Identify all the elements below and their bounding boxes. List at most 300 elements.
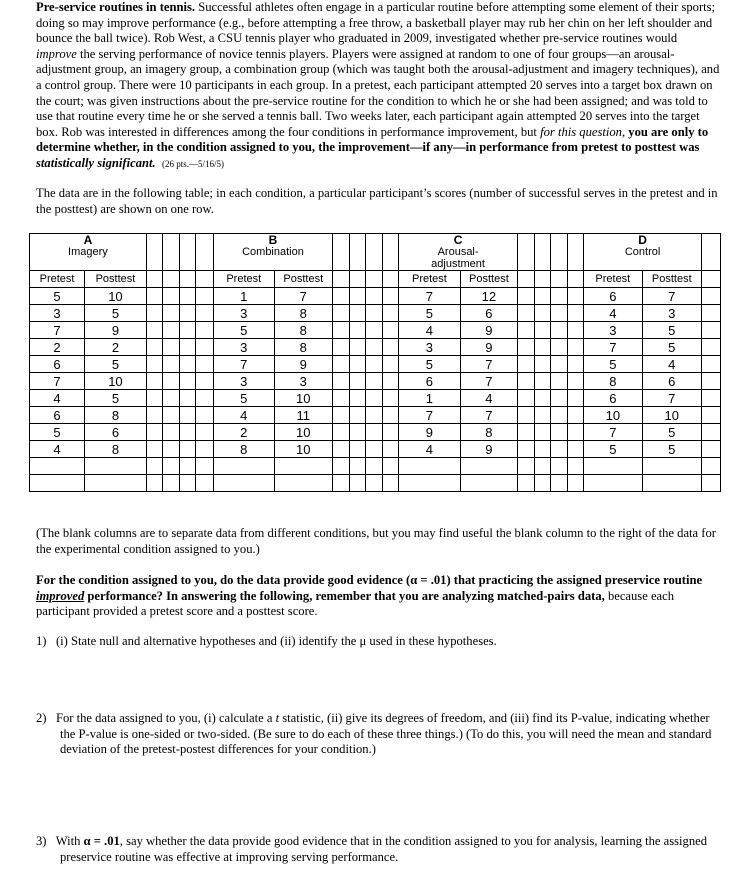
cell-blank	[551, 424, 568, 441]
problem-title: Pre-service routines in tennis.	[36, 0, 196, 14]
cell-b-posttest: 7	[274, 288, 332, 305]
table-row	[30, 373, 721, 390]
cell-blank	[518, 373, 535, 390]
cell-blank	[146, 288, 163, 305]
cell-blank	[366, 373, 383, 390]
cell-d-pretest: 5	[584, 441, 642, 458]
cell-a-posttest: 5	[85, 356, 147, 373]
cell-c-posttest: 9	[460, 322, 517, 339]
cell-b-pretest: 3	[213, 305, 274, 322]
cell-a-posttest: 8	[85, 441, 147, 458]
cell-blank	[146, 305, 163, 322]
cell-b-posttest: 3	[274, 373, 332, 390]
cell-blank	[30, 475, 85, 492]
cell-blank	[196, 288, 214, 305]
cell-blank	[551, 475, 568, 492]
cell-a-posttest: 8	[85, 407, 147, 424]
cell-d-posttest: 3	[642, 305, 702, 322]
cell-blank	[551, 305, 568, 322]
intro-comma: ,	[621, 124, 629, 139]
cell-blank	[349, 356, 366, 373]
cell-blank	[30, 458, 85, 475]
cell-blank	[163, 458, 180, 475]
cell-blank	[163, 475, 180, 492]
cell-c-posttest: 7	[460, 356, 517, 373]
cell-b-pretest: 5	[213, 390, 274, 407]
group-b-header	[213, 234, 332, 271]
cell-blank	[382, 441, 399, 458]
cell-blank	[349, 424, 366, 441]
cell-blank	[366, 288, 383, 305]
cell-blank	[196, 339, 214, 356]
cell-blank	[366, 339, 383, 356]
cell-d-posttest: 10	[642, 407, 702, 424]
cell-blank	[146, 356, 163, 373]
item-3-alpha: α = .01	[83, 834, 120, 848]
cell-a-pretest: 6	[30, 407, 85, 424]
cell-blank	[518, 458, 535, 475]
cell-blank	[366, 458, 383, 475]
cell-blank	[534, 373, 551, 390]
cell-blank	[366, 390, 383, 407]
cell-blank	[213, 458, 274, 475]
table-row	[30, 288, 721, 305]
cell-blank	[702, 458, 721, 475]
cell-a-pretest: 5	[30, 424, 85, 441]
cell-blank	[460, 458, 517, 475]
item-2-text-a: For the data assigned to you, (i) calculate a	[55, 711, 276, 725]
cell-blank	[163, 390, 180, 407]
cell-blank	[349, 441, 366, 458]
cell-blank	[551, 373, 568, 390]
cell-b-posttest: 8	[274, 322, 332, 339]
cell-d-posttest: 4	[642, 356, 702, 373]
cell-blank	[196, 322, 214, 339]
cell-blank	[702, 339, 721, 356]
cell-c-posttest: 12	[460, 288, 517, 305]
cell-blank	[399, 475, 461, 492]
cell-b-posttest: 10	[274, 390, 332, 407]
cell-blank	[196, 305, 214, 322]
table-row	[30, 339, 721, 356]
cell-blank	[534, 390, 551, 407]
cell-d-posttest: 5	[642, 322, 702, 339]
cell-blank	[534, 441, 551, 458]
cell-blank	[534, 356, 551, 373]
cell-blank	[518, 356, 535, 373]
cell-blank	[333, 373, 350, 390]
cell-d-pretest: 6	[584, 288, 642, 305]
item-2	[36, 711, 720, 758]
cell-blank	[584, 475, 642, 492]
cell-blank	[518, 390, 535, 407]
group-b-name: Combination	[242, 246, 304, 258]
cell-blank	[567, 458, 584, 475]
cell-blank	[163, 339, 180, 356]
cell-blank	[551, 339, 568, 356]
cell-blank	[333, 458, 350, 475]
cell-blank	[179, 424, 196, 441]
item-3-number: 3)	[36, 834, 47, 848]
col-pretest-c: Pretest	[399, 271, 461, 288]
cell-blank	[551, 458, 568, 475]
cell-blank	[333, 390, 350, 407]
cell-blank	[382, 339, 399, 356]
data-table	[29, 233, 721, 492]
cell-blank	[349, 407, 366, 424]
cell-blank	[567, 322, 584, 339]
cell-a-posttest: 5	[85, 390, 147, 407]
table-row	[30, 475, 721, 492]
cell-blank	[567, 424, 584, 441]
cell-a-pretest: 2	[30, 339, 85, 356]
cell-blank	[196, 475, 214, 492]
cell-blank	[382, 322, 399, 339]
col-posttest-b: Posttest	[274, 271, 332, 288]
intro-bold-instruction: you are only to determine whether, in the condition assigned to you, the improvement—if any—in performance from pretest to posttest was	[36, 124, 709, 155]
cell-a-pretest: 4	[30, 441, 85, 458]
item-3-text-a: With	[55, 834, 84, 848]
cell-blank	[349, 475, 366, 492]
cell-blank	[196, 441, 214, 458]
cell-blank	[146, 441, 163, 458]
item-2-number: 2)	[36, 711, 47, 725]
cell-c-pretest: 4	[399, 322, 461, 339]
cell-blank	[518, 424, 535, 441]
cell-c-pretest: 1	[399, 390, 461, 407]
item-1-text: (i) State null and alternative hypotheses and (ii) identify the μ used in these hypotheses.	[55, 634, 497, 648]
cell-blank	[85, 458, 147, 475]
cell-b-pretest: 3	[213, 339, 274, 356]
table-row	[30, 407, 721, 424]
cell-blank	[460, 475, 517, 492]
cell-blank	[333, 288, 350, 305]
cell-blank	[567, 390, 584, 407]
intro-improve: improve	[36, 46, 77, 61]
cell-blank	[642, 475, 702, 492]
cell-b-posttest: 8	[274, 339, 332, 356]
cell-blank	[382, 458, 399, 475]
cell-c-posttest: 8	[460, 424, 517, 441]
cell-blank	[534, 424, 551, 441]
cell-a-posttest: 9	[85, 322, 147, 339]
item-3	[36, 834, 720, 865]
cell-blank	[333, 356, 350, 373]
cell-blank	[382, 475, 399, 492]
cell-blank	[366, 322, 383, 339]
group-c-letter: C	[453, 233, 463, 247]
cell-b-posttest: 10	[274, 441, 332, 458]
intro-statistically-significant: statistically significant.	[36, 155, 156, 170]
cell-blank	[702, 424, 721, 441]
cell-blank	[146, 458, 163, 475]
table-row	[30, 424, 721, 441]
cell-blank	[196, 390, 214, 407]
cell-blank	[163, 407, 180, 424]
cell-blank	[333, 441, 350, 458]
cell-b-posttest: 10	[274, 424, 332, 441]
cell-blank	[702, 390, 721, 407]
cell-c-posttest: 4	[460, 390, 517, 407]
item-2-text-b: statistic, (ii) give its degrees of freedom, and (iii) find its P-value, indicating whether the P-value is one-sided or two-sided. (Be sure to do each of these three things.) (To do this, you will need the mean and standard deviation of the pretest-postest differences for your condition.)	[60, 711, 712, 757]
cell-blank	[179, 475, 196, 492]
cell-blank	[85, 475, 147, 492]
cell-blank	[518, 305, 535, 322]
cell-blank	[366, 441, 383, 458]
cell-blank	[366, 305, 383, 322]
item-1-number: 1)	[36, 634, 47, 648]
cell-d-pretest: 3	[584, 322, 642, 339]
cell-d-posttest: 7	[642, 288, 702, 305]
cell-blank	[163, 322, 180, 339]
cell-c-pretest: 7	[399, 288, 461, 305]
cell-b-pretest: 7	[213, 356, 274, 373]
cell-d-pretest: 5	[584, 356, 642, 373]
cell-blank	[534, 339, 551, 356]
cell-blank	[163, 424, 180, 441]
cell-blank	[146, 424, 163, 441]
cell-b-pretest: 4	[213, 407, 274, 424]
cell-blank	[584, 458, 642, 475]
cell-blank	[349, 373, 366, 390]
cell-blank	[534, 475, 551, 492]
table-row	[30, 458, 721, 475]
cell-blank	[366, 475, 383, 492]
cell-blank	[534, 288, 551, 305]
cell-blank	[179, 305, 196, 322]
cell-blank	[534, 458, 551, 475]
group-a-header	[30, 234, 147, 271]
cell-d-posttest: 5	[642, 424, 702, 441]
cell-blank	[518, 407, 535, 424]
cell-blank	[518, 322, 535, 339]
item-2-t: t	[275, 711, 280, 725]
cell-blank	[551, 356, 568, 373]
group-d-name: Control	[624, 246, 661, 258]
cell-a-posttest: 6	[85, 424, 147, 441]
cell-blank	[179, 407, 196, 424]
question-text-3: remember that you are analyzing matched-pairs data,	[315, 588, 605, 603]
cell-blank	[333, 475, 350, 492]
cell-a-pretest: 3	[30, 305, 85, 322]
cell-a-pretest: 5	[30, 288, 85, 305]
cell-blank	[567, 305, 584, 322]
cell-b-posttest: 11	[274, 407, 332, 424]
cell-d-pretest: 8	[584, 373, 642, 390]
col-posttest-a: Posttest	[85, 271, 147, 288]
cell-d-pretest: 7	[584, 339, 642, 356]
cell-blank	[163, 288, 180, 305]
cell-d-posttest: 6	[642, 373, 702, 390]
cell-c-pretest: 5	[399, 356, 461, 373]
cell-blank	[702, 475, 721, 492]
cell-blank	[349, 390, 366, 407]
cell-blank	[567, 407, 584, 424]
cell-blank	[213, 475, 274, 492]
cell-c-pretest: 7	[399, 407, 461, 424]
cell-b-pretest: 5	[213, 322, 274, 339]
cell-blank	[196, 424, 214, 441]
cell-a-pretest: 6	[30, 356, 85, 373]
cell-c-posttest: 9	[460, 339, 517, 356]
cell-d-posttest: 5	[642, 339, 702, 356]
cell-blank	[366, 407, 383, 424]
cell-blank	[382, 305, 399, 322]
cell-blank	[349, 339, 366, 356]
points-note: (26 pts.—5/16/5)	[161, 158, 224, 169]
cell-blank	[382, 390, 399, 407]
cell-blank	[567, 288, 584, 305]
col-posttest-d: Posttest	[642, 271, 702, 288]
cell-blank	[179, 356, 196, 373]
cell-blank	[349, 305, 366, 322]
intro-for-this-question: for this question	[540, 124, 622, 139]
cell-blank	[551, 288, 568, 305]
cell-b-pretest: 2	[213, 424, 274, 441]
cell-a-pretest: 7	[30, 322, 85, 339]
table-row	[30, 356, 721, 373]
cell-blank	[366, 424, 383, 441]
cell-blank	[163, 356, 180, 373]
cell-blank	[274, 475, 332, 492]
cell-d-posttest: 5	[642, 441, 702, 458]
cell-blank	[146, 322, 163, 339]
cell-blank	[382, 373, 399, 390]
item-3-text-b: , say whether the data provide good evidence that in the condition assigned to you for analysis, learning the assigned preservice routine was effective at improving serving performance.	[60, 834, 707, 864]
cell-blank	[567, 373, 584, 390]
cell-blank	[196, 356, 214, 373]
cell-blank	[333, 339, 350, 356]
cell-blank	[567, 475, 584, 492]
col-pretest-a: Pretest	[30, 271, 85, 288]
group-a-letter: A	[83, 233, 93, 247]
cell-blank	[702, 407, 721, 424]
cell-blank	[702, 288, 721, 305]
cell-c-posttest: 6	[460, 305, 517, 322]
group-a-name: Imagery	[68, 246, 108, 258]
cell-a-pretest: 7	[30, 373, 85, 390]
cell-c-posttest: 7	[460, 407, 517, 424]
problem-intro	[36, 0, 720, 173]
cell-blank	[518, 475, 535, 492]
cell-d-pretest: 6	[584, 390, 642, 407]
cell-blank	[551, 322, 568, 339]
cell-blank	[163, 373, 180, 390]
cell-blank	[333, 322, 350, 339]
cell-blank	[349, 458, 366, 475]
col-pretest-d: Pretest	[584, 271, 642, 288]
cell-c-pretest: 9	[399, 424, 461, 441]
intro-text-1: Successful athletes often engage in a particular routine before attempting some element of their sports; doing so may improve performance (e.g., before attempting a free throw, a basketball player may rub her chin on her left shoulder and bounce the ball twice). Rob West, a CSU tennis player who graduated in 2009, investigated whether pre-service routines would	[36, 0, 716, 46]
cell-blank	[146, 373, 163, 390]
group-c-header	[399, 234, 518, 271]
cell-blank	[196, 373, 214, 390]
cell-blank	[702, 322, 721, 339]
cell-blank	[349, 322, 366, 339]
cell-blank	[349, 288, 366, 305]
cell-blank	[163, 305, 180, 322]
cell-d-pretest: 7	[584, 424, 642, 441]
cell-blank	[179, 373, 196, 390]
cell-blank	[518, 339, 535, 356]
cell-b-pretest: 1	[213, 288, 274, 305]
cell-blank	[179, 458, 196, 475]
cell-blank	[399, 458, 461, 475]
cell-blank	[333, 407, 350, 424]
cell-a-posttest: 10	[85, 288, 147, 305]
item-1	[36, 634, 720, 650]
question-text-2: performance? In answering the following,	[84, 588, 316, 603]
cell-blank	[702, 305, 721, 322]
cell-a-pretest: 4	[30, 390, 85, 407]
col-pretest-b: Pretest	[213, 271, 274, 288]
cell-blank	[333, 305, 350, 322]
cell-blank	[146, 475, 163, 492]
cell-blank	[642, 458, 702, 475]
cell-blank	[382, 288, 399, 305]
cell-blank	[179, 441, 196, 458]
cell-d-pretest: 4	[584, 305, 642, 322]
cell-blank	[274, 458, 332, 475]
cell-a-posttest: 10	[85, 373, 147, 390]
cell-blank	[702, 373, 721, 390]
blank-columns-note: (The blank columns are to separate data from different conditions, but you may find useful the blank column to the right of the data for the experimental condition assigned to you.)	[36, 526, 716, 556]
cell-c-posttest: 9	[460, 441, 517, 458]
cell-blank	[146, 390, 163, 407]
cell-blank	[146, 339, 163, 356]
cell-blank	[534, 407, 551, 424]
group-d-letter: D	[638, 233, 647, 247]
table-row	[30, 305, 721, 322]
group-b-letter: B	[268, 233, 278, 247]
cell-c-pretest: 4	[399, 441, 461, 458]
cell-blank	[534, 322, 551, 339]
group-c-name: Arousal-adjustment	[431, 246, 485, 270]
cell-a-posttest: 2	[85, 339, 147, 356]
cell-a-posttest: 5	[85, 305, 147, 322]
cell-blank	[382, 356, 399, 373]
cell-c-pretest: 6	[399, 373, 461, 390]
cell-b-pretest: 3	[213, 373, 274, 390]
cell-b-posttest: 9	[274, 356, 332, 373]
cell-b-posttest: 8	[274, 305, 332, 322]
cell-blank	[333, 424, 350, 441]
cell-c-posttest: 7	[460, 373, 517, 390]
cell-blank	[702, 441, 721, 458]
cell-blank	[179, 339, 196, 356]
cell-blank	[702, 356, 721, 373]
cell-c-pretest: 5	[399, 305, 461, 322]
data-intro: The data are in the following table; in each condition, a particular participant’s scores (number of successful serves in the pretest and in the posttest) are shown on one row.	[36, 186, 718, 216]
group-d-header	[584, 234, 702, 271]
cell-blank	[179, 288, 196, 305]
question-text-1: For the condition assigned to you, do the data provide good evidence (α = .01) that practicing the assigned preservice routine	[36, 573, 703, 587]
cell-blank	[518, 441, 535, 458]
table-row	[30, 441, 721, 458]
cell-blank	[163, 441, 180, 458]
cell-blank	[366, 356, 383, 373]
main-question	[36, 573, 720, 620]
cell-blank	[196, 407, 214, 424]
cell-blank	[146, 407, 163, 424]
col-posttest-c: Posttest	[460, 271, 517, 288]
cell-blank	[382, 407, 399, 424]
cell-blank	[534, 305, 551, 322]
cell-blank	[179, 390, 196, 407]
cell-blank	[382, 424, 399, 441]
question-text-4: because each participant provided a pretest score and a posttest score.	[36, 588, 675, 619]
cell-blank	[567, 339, 584, 356]
